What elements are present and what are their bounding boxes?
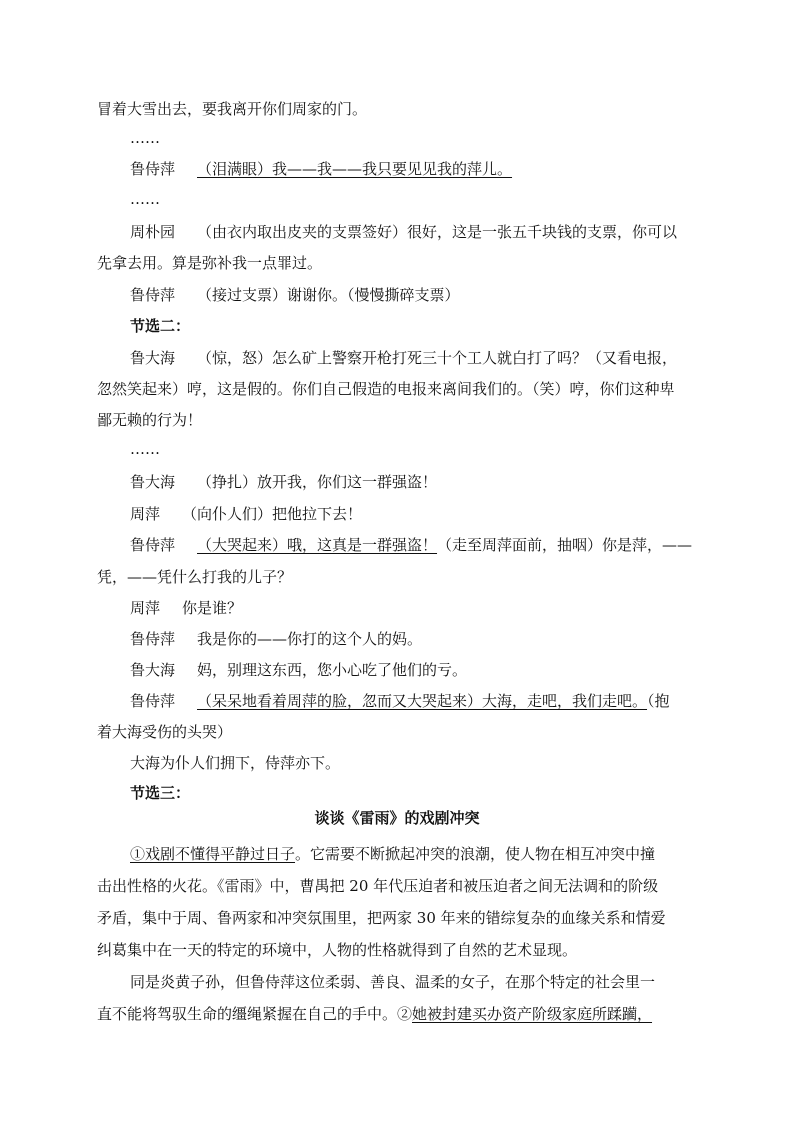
dialogue-text: 你是谁？ [182,599,243,617]
dialogue-line [130,628,422,650]
speaker-name: 鲁大海 [130,349,176,367]
speaker-name: 鲁侍萍 [130,630,176,648]
dialogue-text: （抱 [647,692,670,710]
text-line: 先拿去用。算是弥补我一点罪过。 [97,254,323,272]
speaker-name: 鲁侍萍 [130,286,176,304]
dialogue-line [130,347,677,369]
dialogue-line [130,597,242,619]
paragraph-text: 。它需要不断掀起冲突的浪潮，使人物在相互冲突中撞 [295,845,656,863]
dialogue-text: （泪满眼）我——我——我只要见见我的萍儿。 [197,160,513,178]
text-line: 凭，——凭什么打我的儿子？ [97,568,293,586]
dialogue-line [130,221,677,243]
speaker-name: 鲁侍萍 [130,536,176,554]
ellipsis: …… [130,129,160,147]
speaker-name: 鲁侍萍 [130,692,176,710]
text-line: 着大海受伤的头哭） [97,723,233,741]
paragraph-line [130,843,655,865]
dialogue-text: （走至周萍面前，抽咽）你是萍，—— [437,536,693,554]
ellipsis: …… [130,190,160,208]
dialogue-line [130,158,512,180]
dialogue-line [130,503,362,525]
section-heading: 节选三： [130,784,191,802]
dialogue-line [130,690,670,712]
text-line: 鄙无赖的行为！ [97,411,203,429]
paragraph-line: 矛盾，集中于周、鲁两家和冲突氛围里，把两家 30 年来的错综复杂的血缘关系和情爱 [97,909,666,927]
speaker-name: 周萍 [130,505,161,523]
underlined-text: ①戏剧不懂得平静过日子 [130,845,296,863]
dialogue-text: 我是你的——你打的这个人的妈。 [197,630,423,648]
ellipsis: …… [130,440,160,458]
dialogue-line [130,659,467,681]
paragraph-line: 同是炎黄子孙，但鲁侍萍这位柔弱、善良、温柔的女子，在那个特定的社会里一 [130,973,656,991]
speaker-name: 周萍 [130,599,161,617]
dialogue-text: （由衣内取出皮夹的支票签好）很好，这是一张五千块钱的支票，你可以 [197,223,678,241]
dialogue-text-underlined: （大哭起来）哦，这真是一群强盗！ [197,536,438,554]
dialogue-text: （向仆人们）把他拉下去！ [182,505,363,523]
dialogue-line [130,284,460,306]
underlined-text: 她被封建买办资产阶级家庭所蹂躏， [412,1005,653,1023]
stage-direction: 大海为仆人们拥下，侍萍亦下。 [130,754,341,772]
dialogue-text: 妈，别理这东西，您小心吃了他们的亏。 [197,661,468,679]
speaker-name: 鲁大海 [130,661,176,679]
essay-title: 谈谈《雷雨》的戏剧冲突 [314,809,480,827]
dialogue-line [130,534,692,556]
dialogue-line [130,471,437,493]
text-line: 忽然笑起来）哼，这是假的。你们自己假造的电报来离间我们的。（笑）哼，你们这种卑 [97,380,675,398]
speaker-name: 周朴园 [130,223,176,241]
text-line: 冒着大雪出去，要我离开你们周家的门。 [97,100,368,118]
dialogue-text-underlined: （呆呆地看着周萍的脸，忽而又大哭起来）大海，走吧，我们走吧。 [197,692,648,710]
speaker-name: 鲁大海 [130,473,176,491]
speaker-name: 鲁侍萍 [130,160,176,178]
paragraph-line: 纠葛集中在一天的特定的环境中，人物的性格就得到了自然的艺术显现。 [97,941,578,959]
dialogue-text: （挣扎）放开我，你们这一群强盗！ [197,473,438,491]
paragraph-text: 直不能将驾驭生命的缰绳紧握在自己的手中。② [97,1005,413,1023]
paragraph-line: 击出性格的火花。《雷雨》中，曹禺把 20 年代压迫者和被压迫者之间无法调和的阶级 [97,877,659,895]
dialogue-text: （接过支票）谢谢你。（慢慢撕碎支票） [197,286,460,304]
section-heading: 节选二： [130,317,191,335]
paragraph-line [97,1003,652,1025]
dialogue-text: （惊，怒）怎么矿上警察开枪打死三十个工人就白打了吗？（又看电报， [197,349,678,367]
